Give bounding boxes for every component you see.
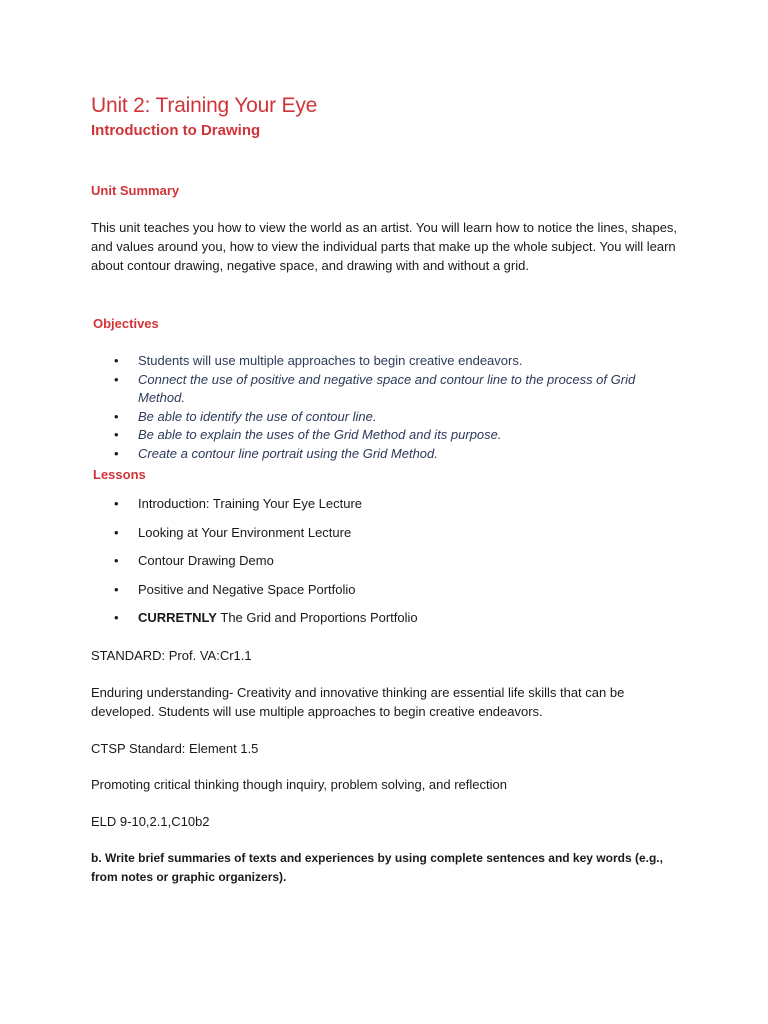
bullet: • xyxy=(114,427,119,442)
list-item xyxy=(114,580,674,609)
eld-description: b. Write brief summaries of texts and experiences by using complete sentences and key words (e.g., from notes or graphic organizers). xyxy=(91,851,663,884)
unit-title: Unit 2: Training Your Eye xyxy=(91,94,318,117)
lesson-text: The Grid and Proportions Portfolio xyxy=(220,610,418,626)
standard-line: STANDARD: Prof. VA:Cr1.1 xyxy=(91,648,252,663)
list-item xyxy=(114,426,674,445)
bullet: • xyxy=(114,371,119,387)
bullet: • xyxy=(114,610,119,626)
current-marker: CURRETNLY xyxy=(138,610,217,626)
bullet: • xyxy=(114,581,119,597)
eld-standard: ELD 9-10,2.1,C10b2 xyxy=(91,814,210,829)
lessons-heading: Lessons xyxy=(93,467,146,482)
list-item xyxy=(114,494,674,523)
enduring-understanding: Enduring understanding- Creativity and innovative thinking are essential life skills that can be developed. Students will use multiple approaches to begin creative endeavors. xyxy=(91,685,625,719)
objectives-heading: Objectives xyxy=(93,316,159,331)
objective-text: Students will use multiple approaches to begin creative endeavors. xyxy=(138,353,523,368)
lesson-text: Contour Drawing Demo xyxy=(138,553,274,569)
list-item xyxy=(114,523,674,552)
unit-subtitle: Introduction to Drawing xyxy=(91,122,261,139)
objective-text: Create a contour line portrait using the Grid Method. xyxy=(138,445,438,461)
list-item xyxy=(114,608,674,637)
bullet: • xyxy=(114,496,119,511)
lessons-list xyxy=(114,494,674,637)
promoting-critical-thinking: Promoting critical thinking though inquiry, problem solving, and reflection xyxy=(91,777,507,792)
bullet: • xyxy=(114,408,119,424)
objective-text: Be able to identify the use of contour line. xyxy=(138,408,377,424)
objective-text: Be able to explain the uses of the Grid Method and its purpose. xyxy=(138,427,502,442)
list-item xyxy=(114,445,674,464)
bullet: • xyxy=(114,353,119,368)
unit-summary-heading: Unit Summary xyxy=(91,183,180,198)
objective-text: Connect the use of positive and negative space and contour line to the process of Grid Method. xyxy=(138,371,636,405)
unit-summary-text: This unit teaches you how to view the world as an artist. You will learn how to notice the lines, shapes, and values around you, how to view the individual parts that make up the whole subject. You will learn about contour drawing, negative space, and drawing with and without a grid. xyxy=(91,220,678,273)
list-item xyxy=(114,371,674,408)
list-item xyxy=(114,551,674,580)
lesson-text: Positive and Negative Space Portfolio xyxy=(138,581,356,597)
bullet: • xyxy=(114,445,119,461)
list-item xyxy=(114,352,674,371)
bullet: • xyxy=(114,553,119,569)
lesson-text: Looking at Your Environment Lecture xyxy=(138,524,352,540)
bullet: • xyxy=(114,524,119,540)
objectives-list xyxy=(114,352,674,463)
lesson-text: Introduction: Training Your Eye Lecture xyxy=(138,496,363,511)
list-item xyxy=(114,408,674,427)
ctsp-standard: CTSP Standard: Element 1.5 xyxy=(91,741,259,756)
